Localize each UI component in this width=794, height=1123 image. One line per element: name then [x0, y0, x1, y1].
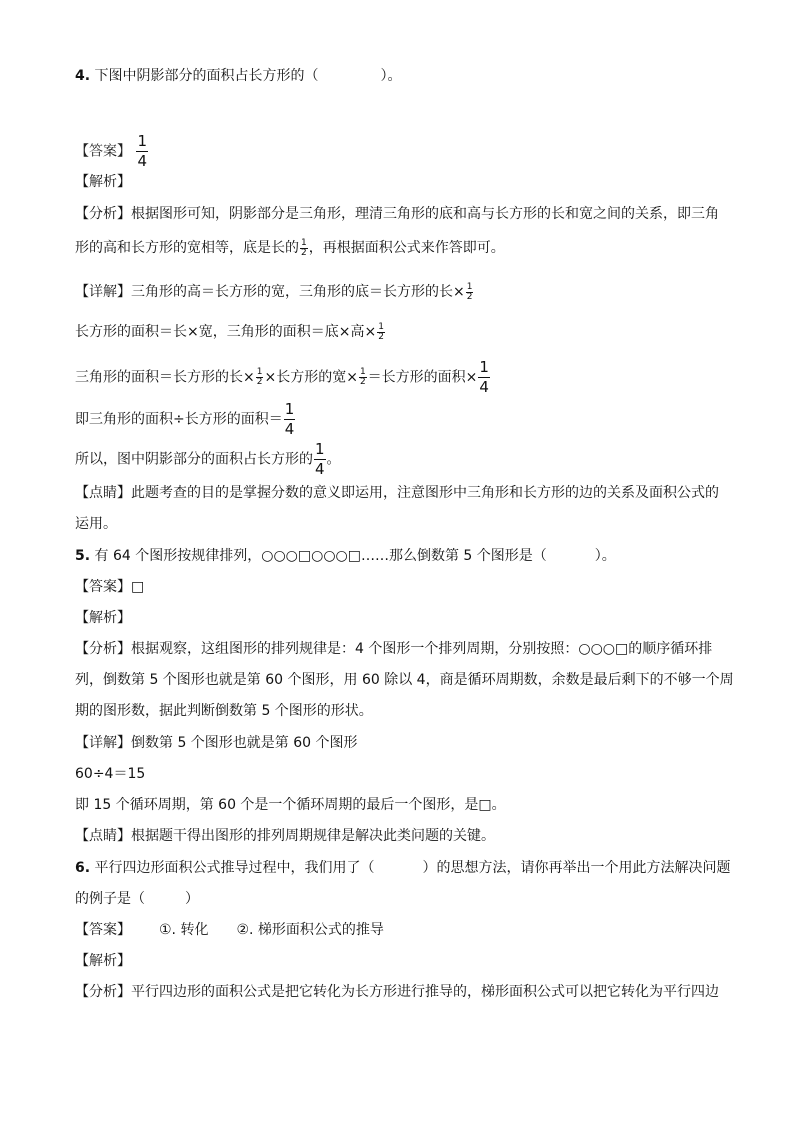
fraction-numerator: 1 — [284, 400, 295, 418]
fraction-denominator: 4 — [315, 460, 325, 478]
fraction-denominator: 2 — [359, 377, 366, 387]
quarter-fraction — [314, 442, 326, 477]
q4-detail-3c: ＝长方形的面积× — [367, 369, 478, 386]
q4-analysis-heading: 【解析】 — [75, 174, 131, 190]
q4-detail-4: 即三角形的面积÷长方形的面积＝ — [75, 411, 283, 428]
q5-dianjing-line-1 — [75, 826, 495, 846]
q5-xiangjie-tag: 【详解】 — [75, 735, 131, 751]
q6-number: 6. — [75, 860, 91, 876]
q6-answer-tag: 【答案】 — [75, 922, 131, 938]
q5-xiangjie-line-1 — [75, 733, 358, 753]
q5-dianjing-tag: 【点睛】 — [75, 828, 131, 844]
half-fraction — [300, 239, 308, 258]
q4-answer-fraction — [136, 134, 148, 169]
q6-fenxi-tag: 【分析】 — [75, 984, 131, 1000]
q5-number: 5. — [75, 548, 91, 564]
q6-answer-1: ①. 转化 — [159, 922, 209, 938]
q4-dianjing-text-1: 此题考查的目的是掌握分数的意义即运用，注意图形中三角形和长方形的边的关系及面积公式的 — [131, 485, 719, 501]
q4-detail-line-5 — [75, 442, 341, 477]
q5-dianjing-text-1: 根据题干得出图形的排列周期规律是解决此类问题的关键。 — [131, 828, 495, 844]
q4-detail-5a: 所以，图中阴影部分的面积占长方形的 — [75, 451, 313, 468]
q4-dianjing-line-2: 运用。 — [75, 516, 117, 532]
q4-number: 4. — [75, 68, 91, 84]
fraction-numerator: 1 — [315, 440, 325, 458]
q4-stem-text: 下图中阴影部分的面积占长方形的（ — [94, 68, 319, 84]
fraction-denominator: 2 — [466, 291, 473, 302]
q5-fenxi-line-1 — [75, 639, 712, 659]
fraction-numerator: 1 — [466, 281, 473, 292]
q4-xiangjie-line-1 — [75, 282, 474, 302]
q5-answer-tag: 【答案】 — [75, 579, 131, 595]
q5-stem-end: ）。 — [594, 548, 616, 564]
q4-fenxi-line-2 — [75, 238, 505, 258]
fraction-denominator: 2 — [378, 331, 384, 342]
q6-answer-2: ②. 梯形面积公式的推导 — [236, 922, 384, 938]
q5-detail-line-3: 即 15 个循环周期，第 60 个是一个循环周期的最后一个图形，是□。 — [75, 797, 506, 813]
q5-detail-line-2: 60÷4＝15 — [75, 766, 146, 782]
q4-stem — [75, 66, 402, 86]
q4-detail-line-3 — [75, 360, 491, 395]
q6-stem-text-2: ）的思想方法，请你再举出一个用此方法解决问题 — [422, 860, 731, 876]
q4-detail-3a: 三角形的面积＝长方形的长× — [75, 369, 255, 386]
q4-detail-5b: 。 — [326, 451, 341, 468]
q4-fenxi-text-1: 根据图形可知，阴影部分是三角形，理清三角形的底和高与长方形的长和宽之间的关系，即三角 — [131, 206, 719, 222]
q5-stem-text: 有 64 个图形按规律排列，○○○□○○○□……那么倒数第 5 个图形是（ — [94, 548, 547, 564]
quarter-fraction — [478, 360, 490, 395]
q4-fenxi-tag: 【分析】 — [75, 206, 131, 222]
q4-xiangjie-tag: 【详解】 — [75, 284, 131, 300]
half-fraction — [256, 368, 264, 387]
q6-fenxi-text-1: 平行四边形的面积公式是把它转化为长方形进行推导的，梯形面积公式可以把它转化为平行四边 — [131, 984, 719, 1000]
q5-detail-1: 倒数第 5 个图形也就是第 60 个图形 — [131, 735, 358, 751]
q5-fenxi-line-2: 列，倒数第 5 个图形也就是第 60 个图形，用 60 除以 4，商是循环周期数，余数是最后剩下的不够一个周 — [75, 672, 734, 688]
fraction-denominator: 4 — [284, 420, 295, 438]
q6-stem-text-4: ） — [185, 891, 199, 907]
q5-fenxi-tag: 【分析】 — [75, 641, 131, 657]
q6-answer — [75, 920, 384, 940]
q4-detail-line-4 — [75, 402, 296, 437]
q4-answer — [75, 134, 149, 169]
q4-fenxi-text-2b: ，再根据面积公式来作答即可。 — [308, 240, 505, 256]
q6-stem-text-3: 的例子是（ — [75, 891, 145, 907]
q6-stem-line-2 — [75, 889, 199, 909]
q4-dianjing-tag: 【点睛】 — [75, 485, 131, 501]
q4-fenxi-text-2a: 形的高和长方形的宽相等，底是长的 — [75, 240, 299, 256]
q4-detail-3b: ×长方形的宽× — [264, 369, 358, 386]
fraction-numerator: 1 — [301, 237, 307, 248]
fraction-numerator: 1 — [137, 132, 147, 150]
q6-stem-line-1 — [75, 858, 731, 878]
fraction-numerator: 1 — [256, 367, 263, 377]
q4-detail-line-2 — [75, 322, 386, 342]
q5-fenxi-line-3: 期的图形数，据此判断倒数第 5 个图形的形状。 — [75, 703, 373, 719]
q4-dianjing-line-1 — [75, 483, 719, 503]
fraction-denominator: 4 — [137, 152, 147, 170]
fraction-denominator: 2 — [256, 377, 263, 387]
q4-stem-end: ）。 — [380, 68, 402, 84]
fraction-numerator: 1 — [359, 367, 366, 377]
q5-fenxi-text-1: 根据观察，这组图形的排列规律是：4 个图形一个排列周期，分别按照：○○○□的顺序循环排 — [131, 641, 713, 657]
q6-analysis-heading: 【解析】 — [75, 953, 131, 969]
fraction-numerator: 1 — [479, 358, 489, 376]
q4-fenxi-line-1 — [75, 204, 719, 224]
q5-answer-value: □ — [131, 579, 145, 595]
q6-stem-text-1: 平行四边形面积公式推导过程中，我们用了（ — [94, 860, 375, 876]
half-fraction — [377, 323, 385, 342]
fraction-denominator: 4 — [479, 378, 489, 396]
half-fraction — [466, 283, 474, 302]
q4-detail-1: 三角形的高＝长方形的宽，三角形的底＝长方形的长× — [131, 284, 465, 300]
fraction-numerator: 1 — [378, 321, 384, 332]
q4-answer-tag: 【答案】 — [75, 143, 131, 160]
half-fraction — [359, 368, 367, 387]
q6-fenxi-line-1 — [75, 982, 719, 1002]
fraction-denominator: 2 — [301, 247, 307, 258]
q4-detail-2: 长方形的面积＝长×宽，三角形的面积＝底×高× — [75, 324, 377, 340]
q5-answer — [75, 577, 144, 597]
q5-analysis-heading: 【解析】 — [75, 610, 131, 626]
quarter-fraction — [284, 402, 296, 437]
q5-stem — [75, 546, 616, 566]
